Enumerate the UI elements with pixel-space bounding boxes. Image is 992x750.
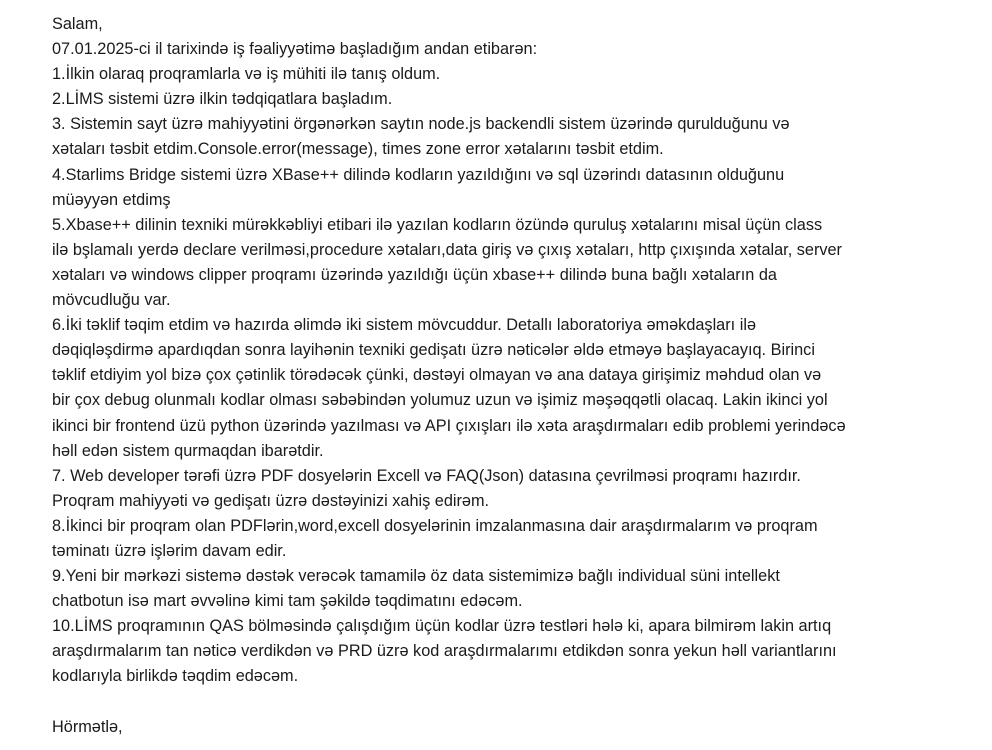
item-5 <box>52 213 990 313</box>
blank-line <box>52 690 990 715</box>
item-line: 1.İlkin olaraq proqramlarla və iş mühiti ilə tanış oldum. <box>52 65 441 84</box>
item-line: xətaları təsbit etdim.Console.error(message), times zone error xətalarını təsbit etdim. <box>52 140 664 159</box>
item-line: 7. Web developer tərəfi üzrə PDF dosyelərin Excell və FAQ(Json) datasına çevrilməsi proqramı hazırdır. <box>52 466 801 485</box>
item-6 <box>52 313 990 464</box>
item-line: həll edən sistem qurmaqdan ibarətdir. <box>52 441 324 460</box>
email-body <box>52 12 990 740</box>
item-7 <box>52 464 990 514</box>
item-line: ikinci bir frontend üzü python üzərində yazılması və API çıxışları ilə xəta araşdırmaları edib problemi yerindəcə <box>52 416 846 435</box>
item-line: 10.LİMS proqramının QAS bölməsində çalışdığım üçün kodlar üzrə testləri hələ ki, apara bilmirəm lakin artıq <box>52 617 832 636</box>
item-8 <box>52 514 990 564</box>
item-line: ilə bşlamalı yerdə declare verilməsi,procedure xətaları,data giriş və çıxış xətaları, http çıxışında xətalar, server <box>52 240 842 259</box>
item-2 <box>52 87 990 112</box>
item-line: Proqram mahiyyəti və gedişatı üzrə dəstəyinizi xahiş edirəm. <box>52 491 490 510</box>
item-3 <box>52 112 990 162</box>
item-line: 8.İkinci bir proqram olan PDFlərin,word,excell dosyelərinin imzalanmasına dair araşdırmalarım və proqram <box>52 516 818 535</box>
item-line: müəyyən etdimş <box>52 190 171 209</box>
item-4 <box>52 163 990 213</box>
item-line: araşdırmalarım tan nəticə verdikdən və PRD üzrə kod araşdırmalarımı etdikdən sonra yekun həll variantlarını <box>52 642 837 661</box>
item-line: təklif etdiyim yol bizə çox çətinlik törədəcək çünki, dəstəyi olmayan və ana dataya girişimiz məhdud olan və <box>52 366 822 385</box>
item-line: 9.Yeni bir mərkəzi sistemə dəstək verəcək tamamilə öz data sistemimizə bağlı individual süni intellekt <box>52 567 780 586</box>
item-9 <box>52 564 990 614</box>
item-1 <box>52 62 990 87</box>
item-line: kodlarıyla birlikdə təqdim edəcəm. <box>52 667 299 686</box>
item-line: 3. Sistemin sayt üzrə mahiyyətini örgənərkən saytın node.js backendli sistem üzərində qurulduğunu və <box>52 115 790 134</box>
item-line: mövcudluğu var. <box>52 291 171 310</box>
item-line: xətaları və windows clipper proqramı üzərində yazıldığı üçün xbase++ dilində buna bağlı xətaların da <box>52 265 777 284</box>
item-line: bir çox debug olunmalı kodlar olması səbəbindən yolumuz uzun və işimiz məşəqqətli olacaq. Lakin ikinci yol <box>52 391 828 410</box>
item-line: təminatı üzrə işlərim davam edir. <box>52 541 287 560</box>
item-line: dəqiqləşdirmə apardıqdan sonra layihənin texniki gedişatı üzrə nəticələr əldə etməyə başlayacayıq. Birinci <box>52 341 815 360</box>
greeting: Salam, <box>52 15 103 33</box>
intro-line: 07.01.2025-ci il tarixində iş fəaliyyətimə başladığım andan etibarən: <box>52 40 538 59</box>
item-10 <box>52 614 990 689</box>
item-line: 4.Starlims Bridge sistemi üzrə XBase++ dilində kodların yazıldığını və sql üzərindı datasının olduğunu <box>52 165 785 184</box>
item-line: 6.İki təklif təqim etdim və hazırda əlimdə iki sistem mövcuddur. Detallı laboratoriya əməkdaşları ilə <box>52 316 756 335</box>
closing: Hörmətlə, <box>52 717 123 736</box>
item-line: 5.Xbase++ dilinin texniki mürəkkəbliyi etibari ilə yazılan kodların özündə quruluş xətalarını misal üçün class <box>52 215 823 234</box>
item-line: 2.LİMS sistemi üzrə ilkin tədqiqatlara başladım. <box>52 90 393 109</box>
item-line: chatbotun isə mart əvvəlinə kimi tam şəkildə təqdimatını edəcəm. <box>52 592 523 611</box>
